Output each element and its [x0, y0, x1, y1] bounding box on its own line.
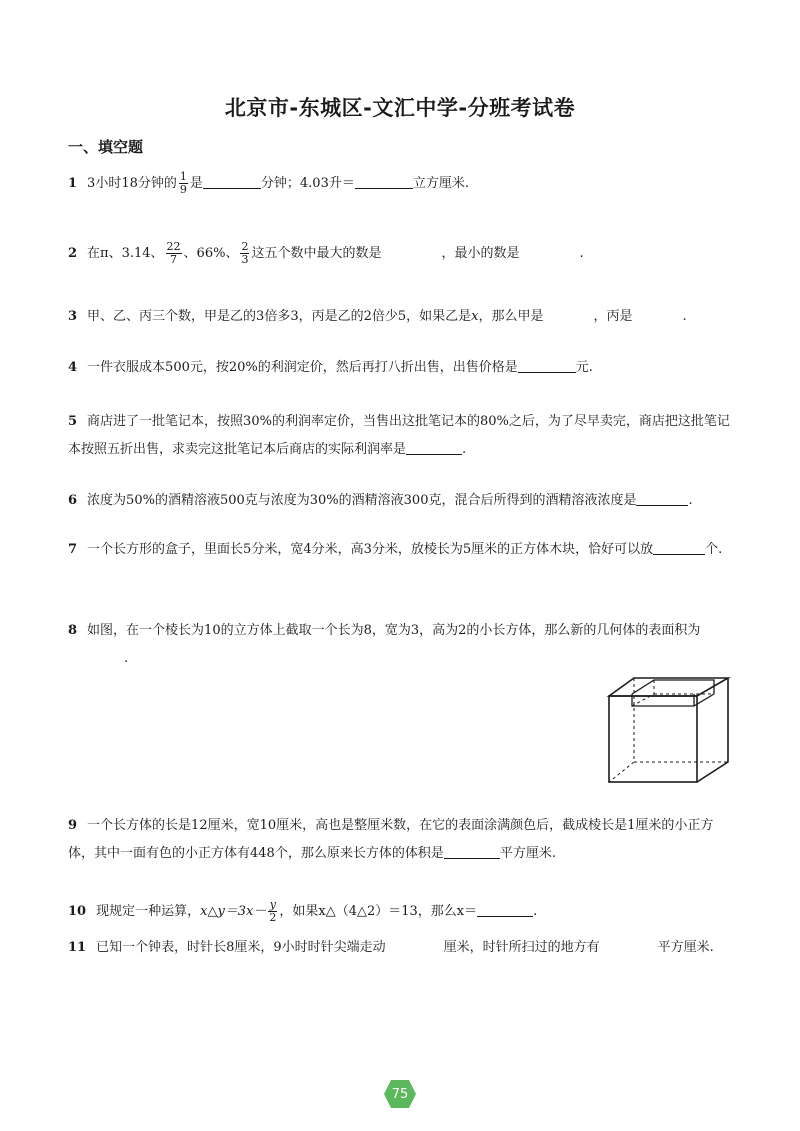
question-number: 10 — [68, 904, 87, 919]
fraction: $\frac{y}{2}$ — [269, 898, 277, 924]
page-title: 北京市-东城区-文汇中学-分班考试卷 — [224, 96, 576, 120]
answer-blank[interactable] — [518, 358, 576, 373]
notch-top — [632, 680, 714, 694]
page-number-badge — [383, 1079, 417, 1109]
fraction: $\frac{1}{9}$ — [179, 170, 187, 196]
question-11: 11 已知一个钟表，时针长8厘米，9小时时针尖端走动 厘米，时针所扫过的地方有 平方厘米. — [68, 940, 714, 955]
question-number: 5 — [68, 414, 78, 429]
question-2: 2 在π、3.14、 $\frac{22}{7}$ 、66%、 $\frac{2}{3}$ 这五个数中最大的数是 ，最小的数是 . — [68, 240, 584, 266]
answer-blank[interactable] — [477, 902, 533, 917]
question-8: 8 如图，在一个棱长为10的立方体上截取一个长为8，宽为3，高为2的小长方体，那么新的几何体的表面积为. — [68, 623, 701, 666]
question-number: 6 — [68, 493, 78, 508]
question-number: 8 — [68, 623, 78, 638]
question-number: 1 — [68, 176, 78, 191]
question-9: 9 一个长方体的长是12厘米，宽10厘米，高也是整厘米数，在它的表面涂满颜色后，截成棱长是1厘米的小正方体，其中一面有色的小正方体有448个，那么原来长方体的体积是 平方厘米. — [68, 818, 714, 861]
question-1: 1 3小时18分钟的 $\frac{1}{9}$ 是 分钟；4.03升＝ 立方厘米. — [68, 170, 469, 196]
answer-blank[interactable] — [636, 491, 688, 506]
question-number: 11 — [68, 940, 87, 955]
cube-front-face — [609, 696, 697, 782]
cube-cutout-figure — [604, 676, 734, 786]
question-6: 6 浓度为50%的酒精溶液500克与浓度为30%的酒精溶液300克，混合后所得到的酒精溶液浓度是 . — [68, 493, 693, 508]
fraction: $\frac{2}{3}$ — [241, 240, 249, 266]
answer-blank[interactable] — [406, 440, 462, 455]
question-number: 2 — [68, 246, 78, 261]
question-7: 7 一个长方形的盒子，里面长5分米，宽4分米，高3分米，放棱长为5厘米的正方体木块，恰好可以放 个. — [68, 542, 723, 557]
question-number: 7 — [68, 542, 78, 557]
question-number: 9 — [68, 818, 78, 833]
question-number: 4 — [68, 360, 78, 375]
fraction: $\frac{22}{7}$ — [166, 240, 181, 266]
answer-blank[interactable] — [444, 844, 500, 859]
answer-blank[interactable] — [355, 174, 413, 189]
question-4: 4 一件衣服成本500元，按20%的利润定价，然后再打八折出售，出售价格是 元. — [68, 360, 593, 375]
section-heading: 一、填空题 — [68, 138, 144, 156]
question-5: 5 商店进了一批笔记本，按照30%的利润率定价，当售出这批笔记本的80%之后，为了尽早卖完，商店把这批笔记本按照五折出售，求卖完这批笔记本后商店的实际利润率是 . — [68, 414, 730, 457]
answer-blank[interactable] — [203, 174, 261, 189]
question-3: 3 甲、乙、丙三个数，甲是乙的3倍多3，丙是乙的2倍少5，如果乙是x，那么甲是 ，丙是 . — [68, 309, 687, 324]
cube-top-face — [609, 678, 728, 696]
question-10: 10 现规定一种运算，x△y＝3x－ $\frac{y}{2}$ ，如果x△（4△2）＝13，那么x＝ . — [68, 898, 538, 924]
answer-blank[interactable] — [653, 540, 705, 555]
hidden-edges — [609, 678, 728, 782]
question-number: 3 — [68, 309, 78, 324]
page-number: 75 — [391, 1086, 409, 1102]
